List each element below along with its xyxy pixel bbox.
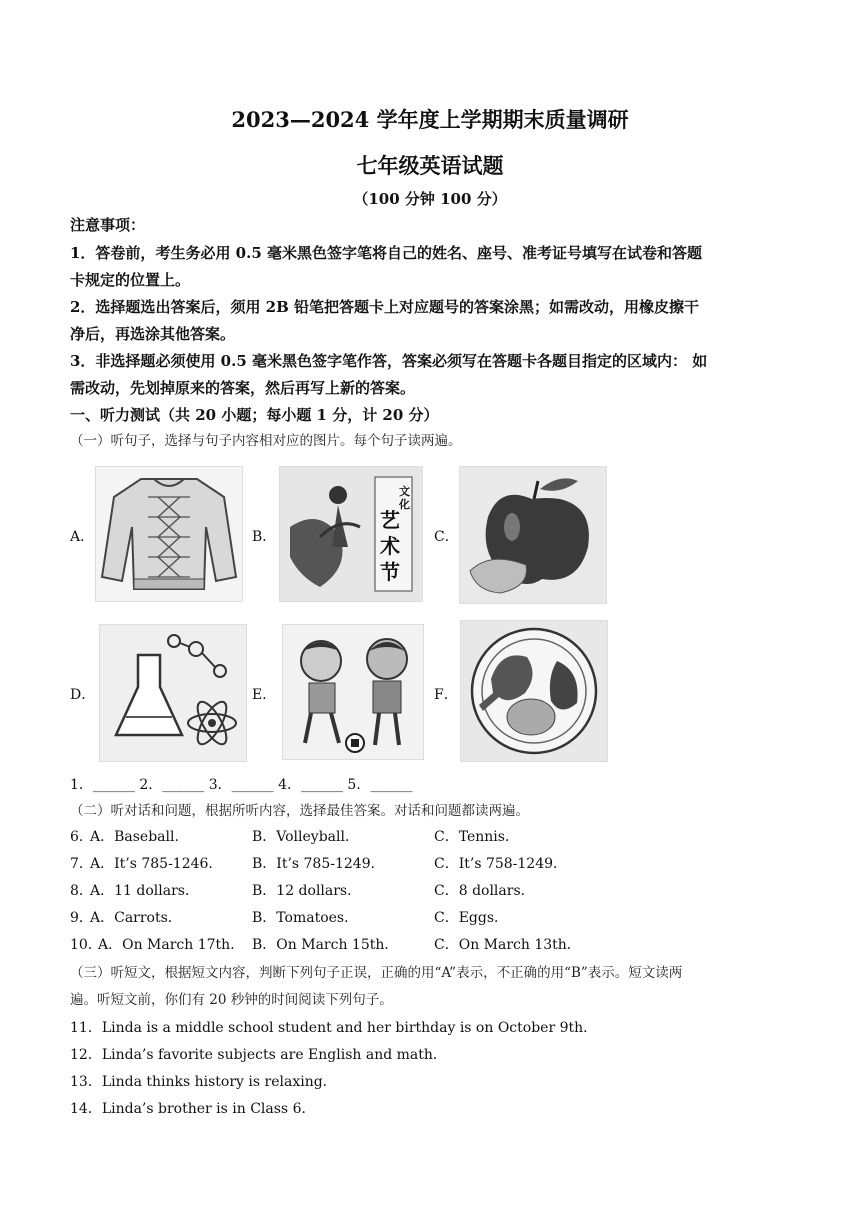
exam-title: 2023—2024 学年度上学期期末质量调研 [231, 107, 629, 132]
option-b: B．It’s 785-1249． [252, 856, 385, 872]
statement-12: 12．Linda’s favorite subjects are English and math． [70, 1047, 447, 1063]
question-number: 6． [70, 829, 93, 845]
option-a: A．On March 17th． [98, 937, 245, 953]
notice-item-1-line-1: 1．答卷前，考生务必用 0.5 毫米黑色签字笔将自己的姓名、座号、准考证号填写在试卷和答题 [70, 244, 702, 262]
option-a: A．11 dollars． [90, 883, 199, 899]
option-c: C．Eggs． [434, 910, 509, 926]
apple-image [459, 466, 607, 604]
picture-label-a: A． [70, 529, 95, 545]
food-plate-image [460, 620, 608, 762]
option-c: C．Tennis． [434, 829, 519, 845]
notice-item-2-line-1: 2．选择题选出答案后，须用 2B 铅笔把答题卡上对应题号的答案涂黑；如需改动，用橡皮擦干 [70, 298, 700, 316]
statement-14: 14．Linda’s brother is in Class 6． [70, 1101, 316, 1117]
soccer-boys-image [282, 624, 424, 760]
option-c: C．8 dollars． [434, 883, 535, 899]
exam-subtitle: 七年级英语试题 [356, 153, 504, 178]
notice-item-2-line-2: 净后，再选涂其他答案。 [70, 325, 236, 343]
art-festival-caption: 艺术节 [380, 508, 400, 584]
science-image [99, 624, 247, 762]
part-1-instruction: （一）听句子，选择与句子内容相对应的图片。每个句子读两遍。 [70, 433, 462, 449]
option-b: B．Tomatoes． [252, 910, 359, 926]
option-a: A．Carrots． [90, 910, 182, 926]
option-b: B．12 dollars． [252, 883, 362, 899]
notice-heading: 注意事项： [70, 216, 146, 234]
part-3-instruction-line-1: （三）听短文，根据短文内容，判断下列句子正误，正确的用“A”表示，不正确的用“B”表示。短文读两 [70, 965, 683, 981]
question-number: 9． [70, 910, 93, 926]
statement-13: 13．Linda thinks history is relaxing． [70, 1074, 337, 1090]
picture-label-c: C． [434, 529, 459, 545]
part-3-instruction-line-2: 遍。听短文前，你们有 20 秒钟的时间阅读下列句子。 [70, 992, 393, 1008]
option-a: A．It’s 785-1246． [90, 856, 223, 872]
option-a: A．Baseball． [90, 829, 189, 845]
picture-label-b: B． [252, 529, 277, 545]
sweater-image [95, 466, 243, 602]
part-2-instruction: （二）听对话和问题，根据所听内容，选择最佳答案。对话和问题都读两遍。 [70, 803, 529, 819]
picture-label-d: D． [70, 687, 96, 703]
picture-label-e: E． [252, 687, 277, 703]
section-1-heading: 一、听力测试（共 20 小题；每小题 1 分，计 20 分） [70, 406, 439, 424]
option-b: B．On March 15th． [252, 937, 399, 953]
answer-blanks-1-5: 1．______ 2．______ 3．______ 4．______ 5．______ [70, 777, 413, 793]
option-c: C．On March 13th． [434, 937, 581, 953]
question-number: 10． [70, 937, 102, 953]
question-number: 8． [70, 883, 93, 899]
question-number: 7． [70, 856, 93, 872]
art-festival-image [279, 466, 423, 602]
statement-11: 11．Linda is a middle school student and her birthday is on October 9th． [70, 1020, 598, 1036]
option-b: B．Volleyball． [252, 829, 359, 845]
notice-item-3-line-1: 3．非选择题必须使用 0.5 毫米黑色签字笔作答，答案必须写在答题卡各题目指定的区域内： 如 [70, 352, 708, 370]
notice-item-1-line-2: 卡规定的位置上。 [70, 271, 191, 289]
picture-label-f: F． [434, 687, 458, 703]
art-festival-caption-small: 文化 [399, 485, 410, 511]
option-c: C．It’s 758-1249． [434, 856, 568, 872]
time-score: （100 分钟 100 分） [353, 190, 507, 208]
notice-item-3-line-2: 需改动，先划掉原来的答案，然后再写上新的答案。 [70, 379, 416, 397]
